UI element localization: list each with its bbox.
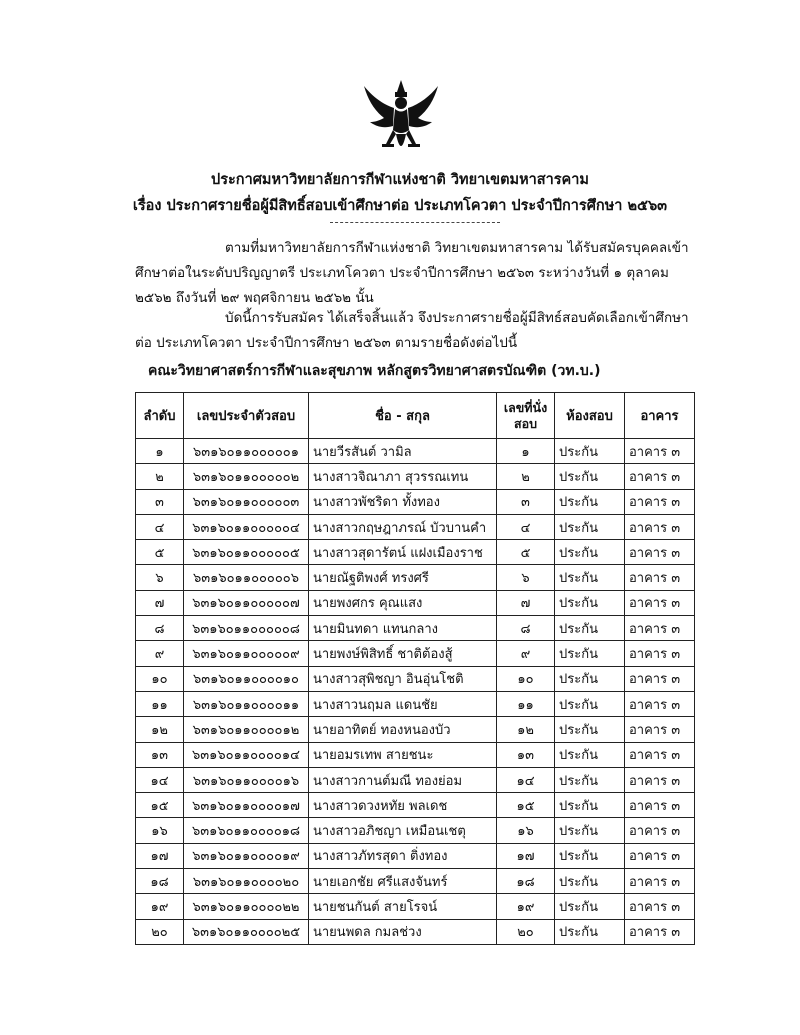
cell-name: นายอมรเทพ สายชนะ [309, 742, 497, 767]
table-row [136, 691, 695, 716]
cell-room: ประกัน [555, 540, 625, 565]
cell-name: นางสาวนฤมล แดนชัย [309, 691, 497, 716]
cell-room: ประกัน [555, 565, 625, 590]
cell-seat: ๑๐ [497, 666, 555, 691]
cell-seat: ๑๔ [497, 767, 555, 792]
cell-order: ๘ [136, 616, 184, 641]
cell-building: อาคาร ๓ [625, 843, 695, 868]
table-row [136, 489, 695, 514]
cell-order: ๕ [136, 540, 184, 565]
cell-name: นางสาวอภิชญา เหมือนเชตุ [309, 818, 497, 843]
cell-exam-id: ๖๓๑๖๐๑๑๐๐๐๐๐๕ [184, 540, 309, 565]
cell-exam-id: ๖๓๑๖๐๑๑๐๐๐๐๐๓ [184, 489, 309, 514]
table-row [136, 439, 695, 464]
cell-order: ๑๖ [136, 818, 184, 843]
cell-order: ๑๘ [136, 869, 184, 894]
cell-seat: ๓ [497, 489, 555, 514]
cell-order: ๑๔ [136, 767, 184, 792]
table-row [136, 514, 695, 539]
cell-seat: ๑๒ [497, 717, 555, 742]
cell-exam-id: ๖๓๑๖๐๑๑๐๐๐๐๑๒ [184, 717, 309, 742]
cell-name: นายพงศกร คุณแสง [309, 590, 497, 615]
cell-exam-id: ๖๓๑๖๐๑๑๐๐๐๐๐๒ [184, 464, 309, 489]
cell-order: ๑ [136, 439, 184, 464]
cell-name: นางสาวกานต์มณี ทองย่อม [309, 767, 497, 792]
cell-building: อาคาร ๓ [625, 439, 695, 464]
cell-seat: ๖ [497, 565, 555, 590]
cell-exam-id: ๖๓๑๖๐๑๑๐๐๐๐๑๗ [184, 793, 309, 818]
cell-name: นายมินทดา แทนกลาง [309, 616, 497, 641]
cell-building: อาคาร ๓ [625, 666, 695, 691]
cell-order: ๑๒ [136, 717, 184, 742]
cell-room: ประกัน [555, 439, 625, 464]
cell-seat: ๘ [497, 616, 555, 641]
cell-order: ๑๗ [136, 843, 184, 868]
cell-room: ประกัน [555, 691, 625, 716]
cell-building: อาคาร ๓ [625, 464, 695, 489]
cell-building: อาคาร ๓ [625, 742, 695, 767]
cell-exam-id: ๖๓๑๖๐๑๑๐๐๐๐๑๔ [184, 742, 309, 767]
paragraph-announcement: บัดนี้การรับสมัคร ได้เสร็จสิ้นแล้ว จึงประกาศรายชื่อผู้มีสิทธ์สอบคัดเลือกเข้าศึกษาต่อ ประเภทโควตา ประจำปีการศึกษา ๒๕๖๓ ตามรายชื่อดังต่อไปนี้ [135, 310, 689, 351]
cell-seat: ๒๐ [497, 919, 555, 944]
cell-room: ประกัน [555, 742, 625, 767]
table-row [136, 919, 695, 944]
cell-order: ๑๕ [136, 793, 184, 818]
cell-building: อาคาร ๓ [625, 540, 695, 565]
cell-seat: ๑๘ [497, 869, 555, 894]
col-header-room: ห้องสอบ [555, 393, 625, 439]
cell-building: อาคาร ๓ [625, 590, 695, 615]
garuda-emblem-icon [360, 78, 442, 160]
cell-exam-id: ๖๓๑๖๐๑๑๐๐๐๐๑๖ [184, 767, 309, 792]
cell-exam-id: ๖๓๑๖๐๑๑๐๐๐๐๒๕ [184, 919, 309, 944]
cell-room: ประกัน [555, 590, 625, 615]
cell-order: ๗ [136, 590, 184, 615]
cell-seat: ๕ [497, 540, 555, 565]
cell-seat: ๒ [497, 464, 555, 489]
cell-name: นายอาทิตย์ ทองหนองบัว [309, 717, 497, 742]
cell-exam-id: ๖๓๑๖๐๑๑๐๐๐๐๐๘ [184, 616, 309, 641]
cell-room: ประกัน [555, 616, 625, 641]
cell-order: ๑๙ [136, 894, 184, 919]
cell-building: อาคาร ๓ [625, 894, 695, 919]
cell-order: ๓ [136, 489, 184, 514]
cell-seat: ๗ [497, 590, 555, 615]
cell-order: ๑๐ [136, 666, 184, 691]
cell-name: นายชนกันต์ สายโรจน์ [309, 894, 497, 919]
cell-seat: ๔ [497, 514, 555, 539]
table-row [136, 869, 695, 894]
cell-name: นางสาวสุดารัตน์ แฝงเมืองราช [309, 540, 497, 565]
cell-room: ประกัน [555, 869, 625, 894]
table-header-row [136, 393, 695, 439]
cell-exam-id: ๖๓๑๖๐๑๑๐๐๐๐๐๖ [184, 565, 309, 590]
cell-room: ประกัน [555, 717, 625, 742]
table-row [136, 767, 695, 792]
table-body [136, 439, 695, 945]
cell-exam-id: ๖๓๑๖๐๑๑๐๐๐๐๒๒ [184, 894, 309, 919]
cell-seat: ๑๙ [497, 894, 555, 919]
cell-exam-id: ๖๓๑๖๐๑๑๐๐๐๐๐๑ [184, 439, 309, 464]
table-row [136, 565, 695, 590]
cell-exam-id: ๖๓๑๖๐๑๑๐๐๐๐๐๗ [184, 590, 309, 615]
cell-name: นางสาวดวงหทัย พลเดช [309, 793, 497, 818]
cell-building: อาคาร ๓ [625, 514, 695, 539]
paragraph-intro: ตามที่มหาวิทยาลัยการกีฬาแห่งชาติ วิทยาเขตมหาสารคาม ได้รับสมัครบุคคลเข้าศึกษาต่อในระดับปริญญาตรี ประเภทโควตา ประจำปีการศึกษา ๒๕๖๓ ระหว่างวันที่ ๑ ตุลาคม ๒๕๖๒ ถึงวันที่ ๒๙ พฤศจิกายน ๒๕๖๒ นั้น [135, 240, 689, 306]
table-row [136, 590, 695, 615]
cell-name: นายเอกชัย ศรีแสงจันทร์ [309, 869, 497, 894]
col-header-seat: เลขที่นั่งสอบ [497, 393, 555, 439]
cell-seat: ๑ [497, 439, 555, 464]
cell-seat: ๑๖ [497, 818, 555, 843]
cell-seat: ๑๓ [497, 742, 555, 767]
cell-building: อาคาร ๓ [625, 767, 695, 792]
cell-order: ๔ [136, 514, 184, 539]
cell-room: ประกัน [555, 919, 625, 944]
cell-building: อาคาร ๓ [625, 489, 695, 514]
cell-building: อาคาร ๓ [625, 869, 695, 894]
cell-name: นายวีรสันต์ วามิล [309, 439, 497, 464]
table-row [136, 742, 695, 767]
table-row [136, 843, 695, 868]
table-row [136, 641, 695, 666]
announcement-title: ประกาศมหาวิทยาลัยการกีฬาแห่งชาติ วิทยาเขตมหาสารคาม [211, 172, 589, 188]
cell-room: ประกัน [555, 514, 625, 539]
table-row [136, 818, 695, 843]
cell-order: ๙ [136, 641, 184, 666]
cell-seat: ๙ [497, 641, 555, 666]
table-row [136, 717, 695, 742]
cell-room: ประกัน [555, 894, 625, 919]
cell-building: อาคาร ๓ [625, 818, 695, 843]
cell-room: ประกัน [555, 818, 625, 843]
cell-building: อาคาร ๓ [625, 793, 695, 818]
cell-order: ๑๓ [136, 742, 184, 767]
candidate-table [135, 392, 695, 945]
cell-seat: ๑๗ [497, 843, 555, 868]
table-row [136, 540, 695, 565]
cell-exam-id: ๖๓๑๖๐๑๑๐๐๐๐๑๙ [184, 843, 309, 868]
announcement-subject: เรื่อง ประกาศรายชื่อผู้มีสิทธิ์สอบเข้าศึกษาต่อ ประเภทโควตา ประจำปีการศึกษา ๒๕๖๓ [132, 198, 668, 214]
table-row [136, 464, 695, 489]
cell-exam-id: ๖๓๑๖๐๑๑๐๐๐๐๑๘ [184, 818, 309, 843]
col-header-order: ลำดับ [136, 393, 184, 439]
col-header-exam-id: เลขประจำตัวสอบ [184, 393, 309, 439]
divider [330, 222, 500, 223]
cell-exam-id: ๖๓๑๖๐๑๑๐๐๐๐๐๙ [184, 641, 309, 666]
cell-seat: ๑๑ [497, 691, 555, 716]
table-row [136, 666, 695, 691]
cell-name: นางสาวกฤษฎาภรณ์ บัวบานคำ [309, 514, 497, 539]
cell-seat: ๑๕ [497, 793, 555, 818]
cell-name: นางสาวจิณาภา สุวรรณเทน [309, 464, 497, 489]
cell-order: ๒ [136, 464, 184, 489]
cell-building: อาคาร ๓ [625, 717, 695, 742]
col-header-name: ชื่อ - สกุล [309, 393, 497, 439]
table-row [136, 616, 695, 641]
cell-name: นางสาวสุพิชญา อินอุ่นโชติ [309, 666, 497, 691]
cell-order: ๒๐ [136, 919, 184, 944]
cell-room: ประกัน [555, 767, 625, 792]
cell-building: อาคาร ๓ [625, 616, 695, 641]
cell-room: ประกัน [555, 464, 625, 489]
cell-room: ประกัน [555, 793, 625, 818]
cell-room: ประกัน [555, 666, 625, 691]
table-row [136, 894, 695, 919]
cell-room: ประกัน [555, 489, 625, 514]
cell-room: ประกัน [555, 843, 625, 868]
cell-building: อาคาร ๓ [625, 565, 695, 590]
col-header-building: อาคาร [625, 393, 695, 439]
faculty-heading: คณะวิทยาศาสตร์การกีฬาและสุขภาพ หลักสูตรวิทยาศาสตรบัณฑิต (วท.บ.) [148, 363, 601, 379]
cell-exam-id: ๖๓๑๖๐๑๑๐๐๐๐๒๐ [184, 869, 309, 894]
cell-exam-id: ๖๓๑๖๐๑๑๐๐๐๐๑๑ [184, 691, 309, 716]
cell-name: นางสาวพัชริดา ทั้งทอง [309, 489, 497, 514]
cell-name: นายณัฐติพงศ์ ทรงศรี [309, 565, 497, 590]
cell-order: ๖ [136, 565, 184, 590]
cell-room: ประกัน [555, 641, 625, 666]
cell-building: อาคาร ๓ [625, 641, 695, 666]
cell-building: อาคาร ๓ [625, 919, 695, 944]
cell-name: นางสาวภัทรสุดา ติ่งทอง [309, 843, 497, 868]
cell-exam-id: ๖๓๑๖๐๑๑๐๐๐๐๐๔ [184, 514, 309, 539]
cell-order: ๑๑ [136, 691, 184, 716]
cell-exam-id: ๖๓๑๖๐๑๑๐๐๐๐๑๐ [184, 666, 309, 691]
cell-name: นายพงษ์พิสิทธิ์ ชาติต้องสู้ [309, 641, 497, 666]
cell-building: อาคาร ๓ [625, 691, 695, 716]
table-row [136, 793, 695, 818]
cell-name: นายนพดล กมลช่วง [309, 919, 497, 944]
